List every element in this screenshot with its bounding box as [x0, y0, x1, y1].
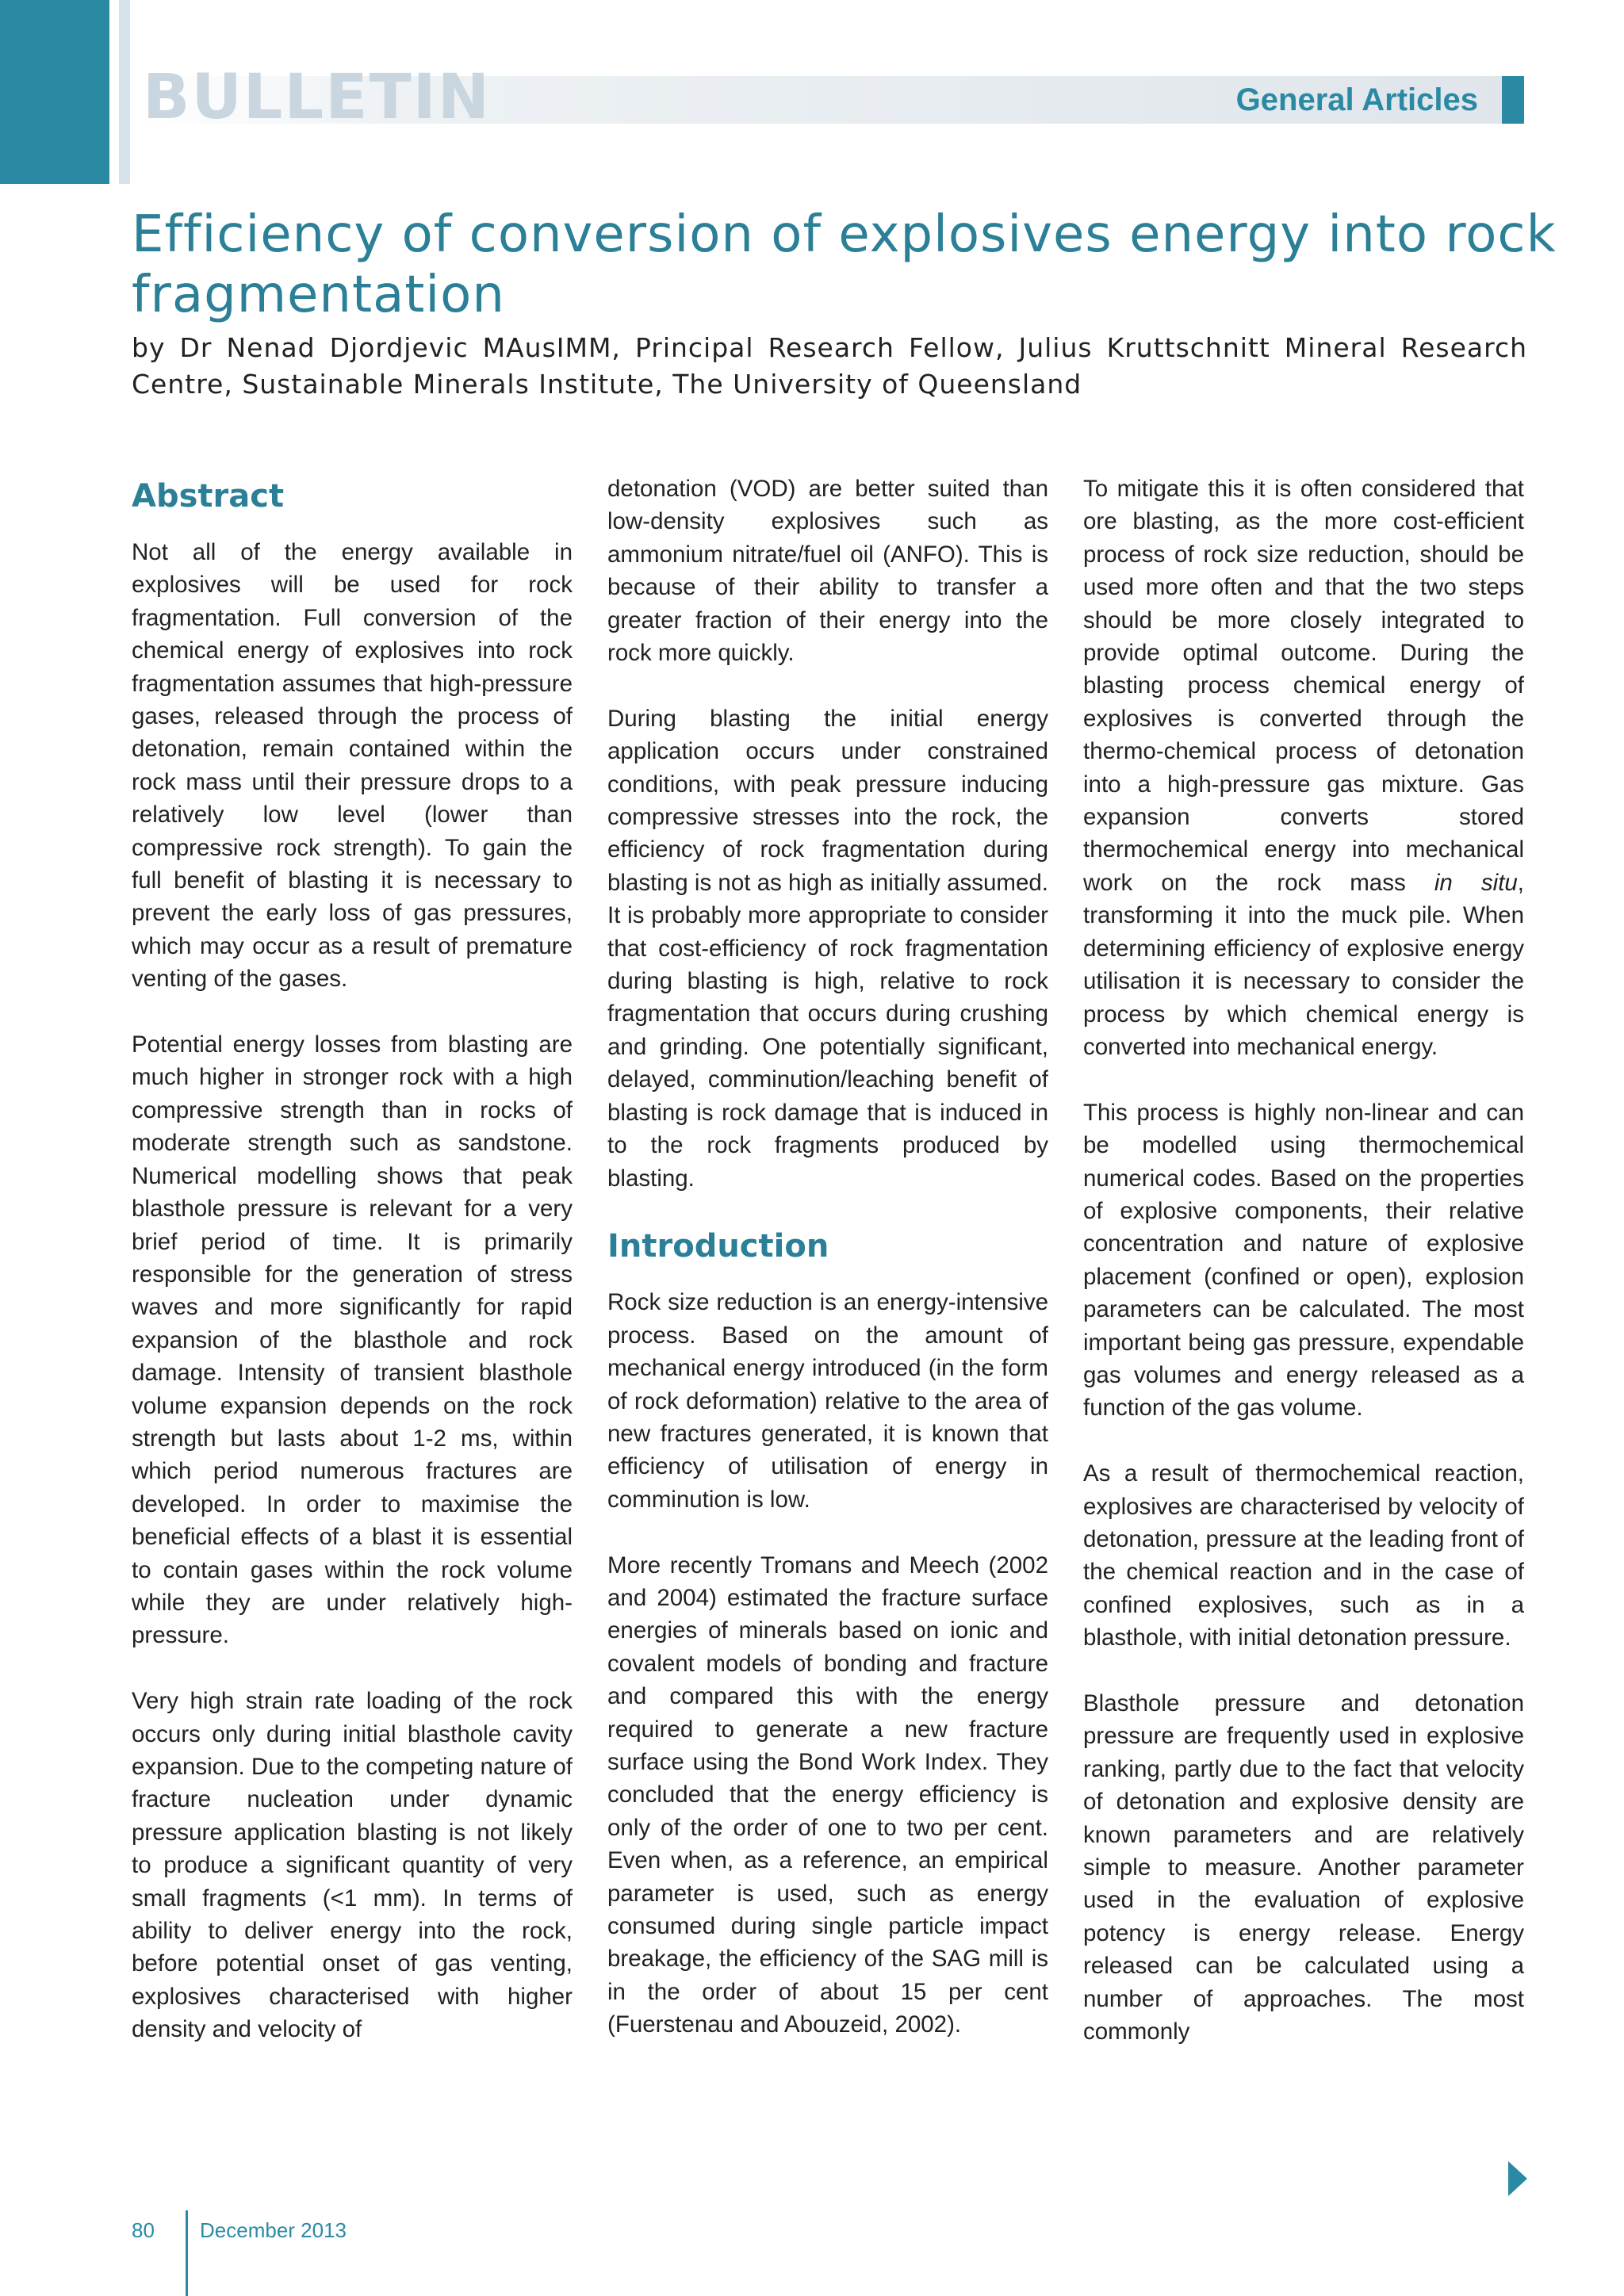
abstract-heading: Abstract: [132, 478, 285, 515]
paragraph: This process is highly non-linear and can be modelled using thermochemical numerical codes. Based on the properties of explosive components, their relative concentration and nature of explosive placement (confined or open), explosion parameters can be calculated. The most important being gas pressure, expendable gas volumes and energy released as a function of the gas volume.: [1083, 1099, 1524, 1422]
issue-date: December 2013: [200, 2218, 347, 2242]
paragraph: As a result of thermochemical reaction, explosives are characterised by velocity of detonation, pressure at the leading front of the chemical reaction and in the case of confined explosives, such as in a blasthole, with initial detonation pressure.: [1083, 1460, 1524, 1651]
paragraph: Very high strain rate loading of the rock occurs only during initial blasthole cavity expansion. Due to the competing nature of fracture nucleation under dynamic pressure application blasting is not likely to produce a significant quantity of very small fragments (<1 mm). In terms of ability to deliver energy into the rock, before potential onset of gas venting, explosives characterised with higher density and velocity of: [132, 1688, 573, 2043]
publication-logo: BULLETIN: [143, 62, 491, 133]
section-marker: [1502, 76, 1524, 124]
paragraph: Potential energy losses from blasting are much higher in stronger rock with a high compressive strength than in rocks of moderate strength such as sandstone. Numerical modelling shows that peak blasthole pressure is relevant for a very brief period of time. It is primarily responsible for the generation of stress waves and more significantly for rapid expansion of the blasthole and rock damage. Intensity of transient blasthole volume expansion depends on the rock strength but lasts about 1-2 ms, within which period numerous fractures are developed. In order to maximise the beneficial effects of a blast it is essential to contain gases within the rock volume while they are under relatively high-pressure.: [132, 1031, 573, 1649]
column-3: [1083, 473, 1524, 2048]
paragraph: During blasting the initial energy application occurs under constrained conditions, with peak pressure inducing compressive stresses into the rock, the efficiency of rock fragmentation during blasting is not as high as initially assumed. It is probably more appropriate to consider that cost-efficiency of rock fragmentation during blasting is high, relative to rock fragmentation that occurs during crushing and grinding. One potentially significant, delayed, comminution/leaching benefit of blasting is rock damage that is induced in to the rock fragments produced by blasting.: [607, 705, 1048, 1192]
text-run: , transforming it into the muck pile. When determining efficiency of explosive energy utilisation it is necessary to consider the process by which chemical energy is converted into mechanical energy.: [1083, 869, 1524, 1060]
section-label: General Articles: [1235, 82, 1478, 117]
paragraph: Blasthole pressure and detonation pressure are frequently used in explosive ranking, partly due to the fact that velocity of detonation and explosive density are known parameters and are relatively simple to measure. Another parameter used in the evaluation of explosive potency is energy release. Energy released can be calculated using a number of approaches. The most commonly: [1083, 1689, 1524, 2045]
paragraph: Not all of the energy available in explosives will be used for rock fragmentation. Full conversion of the chemical energy of explosives into rock fragmentation assumes that high-pressure gases, released through the process of detonation, remain contained within the rock mass until their pressure drops to a relatively low level (lower than compressive rock strength). To gain the full benefit of blasting it is necessary to prevent the early loss of gas pressures, which may occur as a result of premature venting of the gases.: [132, 539, 573, 993]
column-1: [132, 473, 573, 2046]
article-byline: by Dr Nenad Djordjevic MAusIMM, Principal Research Fellow, Julius Kruttschnitt Mineral Research Centre, Sustainable Minerals Institute, The University of Queensland: [132, 332, 1527, 400]
page-number: 80: [132, 2218, 155, 2242]
header-corner-stripe: [119, 0, 130, 184]
text-run: To mitigate this it is often considered that ore blasting, as the more cost-efficient process of rock size reduction, should be used more often and that the two steps should be more closely integrated to provide optimal outcome. During the blasting process chemical energy of explosives is converted through the thermo-chemical process of detonation into a high-pressure gas mixture. Gas expansion converts stored thermochemical energy into mechanical work on the rock mass: [1083, 476, 1524, 896]
italic-term: in situ: [1434, 869, 1518, 896]
article-title: Efficiency of conversion of explosives energy into rock fragmentation: [132, 205, 1557, 324]
column-2: [607, 473, 1048, 2042]
header-corner-block: [0, 0, 109, 184]
paragraph: [1083, 473, 1524, 1063]
paragraph: Rock size reduction is an energy-intensive process. Based on the amount of mechanical energy introduced (in the form of rock deformation) relative to the area of new fractures generated, it is known that efficiency of utilisation of energy in comminution is low.: [607, 1289, 1048, 1513]
footer-divider: [186, 2210, 188, 2296]
paragraph: More recently Tromans and Meech (2002 and 2004) estimated the fracture surface energies of minerals based on ionic and covalent models of bonding and fracture and compared this with the energy required to generate a new fracture surface using the Bond Work Index. They concluded that the energy efficiency is only of the order of one to two per cent. Even when, as a reference, an empirical parameter is used, such as energy consumed during single particle impact breakage, the efficiency of the SAG mill is in the order of about 15 per cent (Fuerstenau and Abouzeid, 2002).: [607, 1552, 1048, 2038]
continue-arrow-icon[interactable]: [1508, 2161, 1527, 2196]
paragraph: detonation (VOD) are better suited than low-density explosives such as ammonium nitrate/fuel oil (ANFO). This is because of their ability to transfer a greater fraction of their energy into the rock more quickly.: [607, 476, 1048, 667]
introduction-heading: Introduction: [607, 1228, 829, 1265]
